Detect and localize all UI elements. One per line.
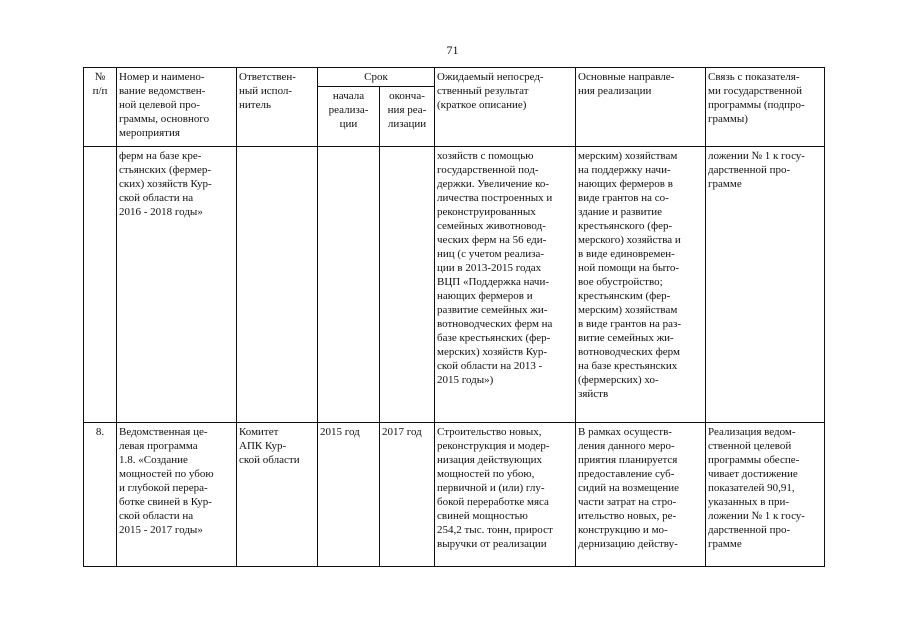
row-directions: В рамках осуществ- ления данного меро- приятия планируется предоставление суб- сидий на возмещение части затрат на стро- ительство новых, ре- конструкцию и мо- дернизацию действу-: [576, 423, 706, 567]
program-table: [83, 67, 825, 567]
row-start: 2015 год: [318, 423, 380, 567]
row-num: 8.: [84, 423, 117, 567]
row-start: [318, 147, 380, 423]
row-link: ложении № 1 к госу- дарственной про- грамме: [706, 147, 825, 423]
header-directions: Основные направле- ния реализации: [576, 68, 706, 147]
row-result: Строительство новых, реконструкция и модер- низация действующих мощностей по убою, первичной и (или) глу- бокой переработке мяса свиней мощностью 254,2 тыс. тонн, прирост выручки от реализации: [435, 423, 576, 567]
page-number: 71: [446, 43, 459, 57]
header-start: начала реализа- ции: [318, 87, 380, 147]
header-num: № п/п: [84, 68, 117, 147]
header-name: Номер и наимено- вание ведомствен- ной целевой про- граммы, основного мероприятия: [117, 68, 237, 147]
table-row: [84, 423, 825, 567]
row-directions: мерским) хозяйствам на поддержку начи- нающих фермеров в виде грантов на со- здание и развитие крестьянского (фер- мерского) хозяйства и в виде единовремен- ной помощи на быто- вое обустройство; крестьянским (фер- мерским) хозяйствам в виде грантов на раз- витие семейных жи- вотноводческих ферм на базе крестьянских (фермерских) хо- зяйств: [576, 147, 706, 423]
table-row: [84, 147, 825, 423]
header-responsible: Ответствен- ный испол- нитель: [237, 68, 318, 147]
header-row: [84, 68, 825, 87]
row-link: Реализация ведом- ственной целевой программы обеспе- чивает достижение показателей 90,91, указанных в при- ложении № 1 к госу- дарственной про- грамме: [706, 423, 825, 567]
row-result: хозяйств с помощью государственной под- держки. Увеличение ко- личества построенных и реконструированных семейных животновод- ческих ферм на 56 еди- ниц (с учетом реализа- ции в 2013-2015 годах ВЦП «Поддержка начи- нающих фермеров и развитие семейных жи- вотноводческих ферм на базе крестьянских (фер- мерских) хозяйств Кур- ской области на 2013 - 2015 годы»): [435, 147, 576, 423]
row-name: Ведомственная це- левая программа 1.8. «Создание мощностей по убою и глубокой перера- ботке свиней в Кур- ской области на 2015 - 2017 годы»: [117, 423, 237, 567]
header-link: Связь с показателя- ми государственной программы (подпро- граммы): [706, 68, 825, 147]
row-responsible: [237, 147, 318, 423]
header-result: Ожидаемый непосред- ственный результат (краткое описание): [435, 68, 576, 147]
row-end: 2017 год: [380, 423, 435, 567]
row-responsible: Комитет АПК Кур- ской области: [237, 423, 318, 567]
row-end: [380, 147, 435, 423]
row-num: [84, 147, 117, 423]
header-term: Срок: [318, 68, 435, 87]
header-end: оконча- ния реа- лизации: [380, 87, 435, 147]
row-name: ферм на базе кре- стьянских (фермер- ских) хозяйств Кур- ской области на 2016 - 2018 годы»: [117, 147, 237, 423]
